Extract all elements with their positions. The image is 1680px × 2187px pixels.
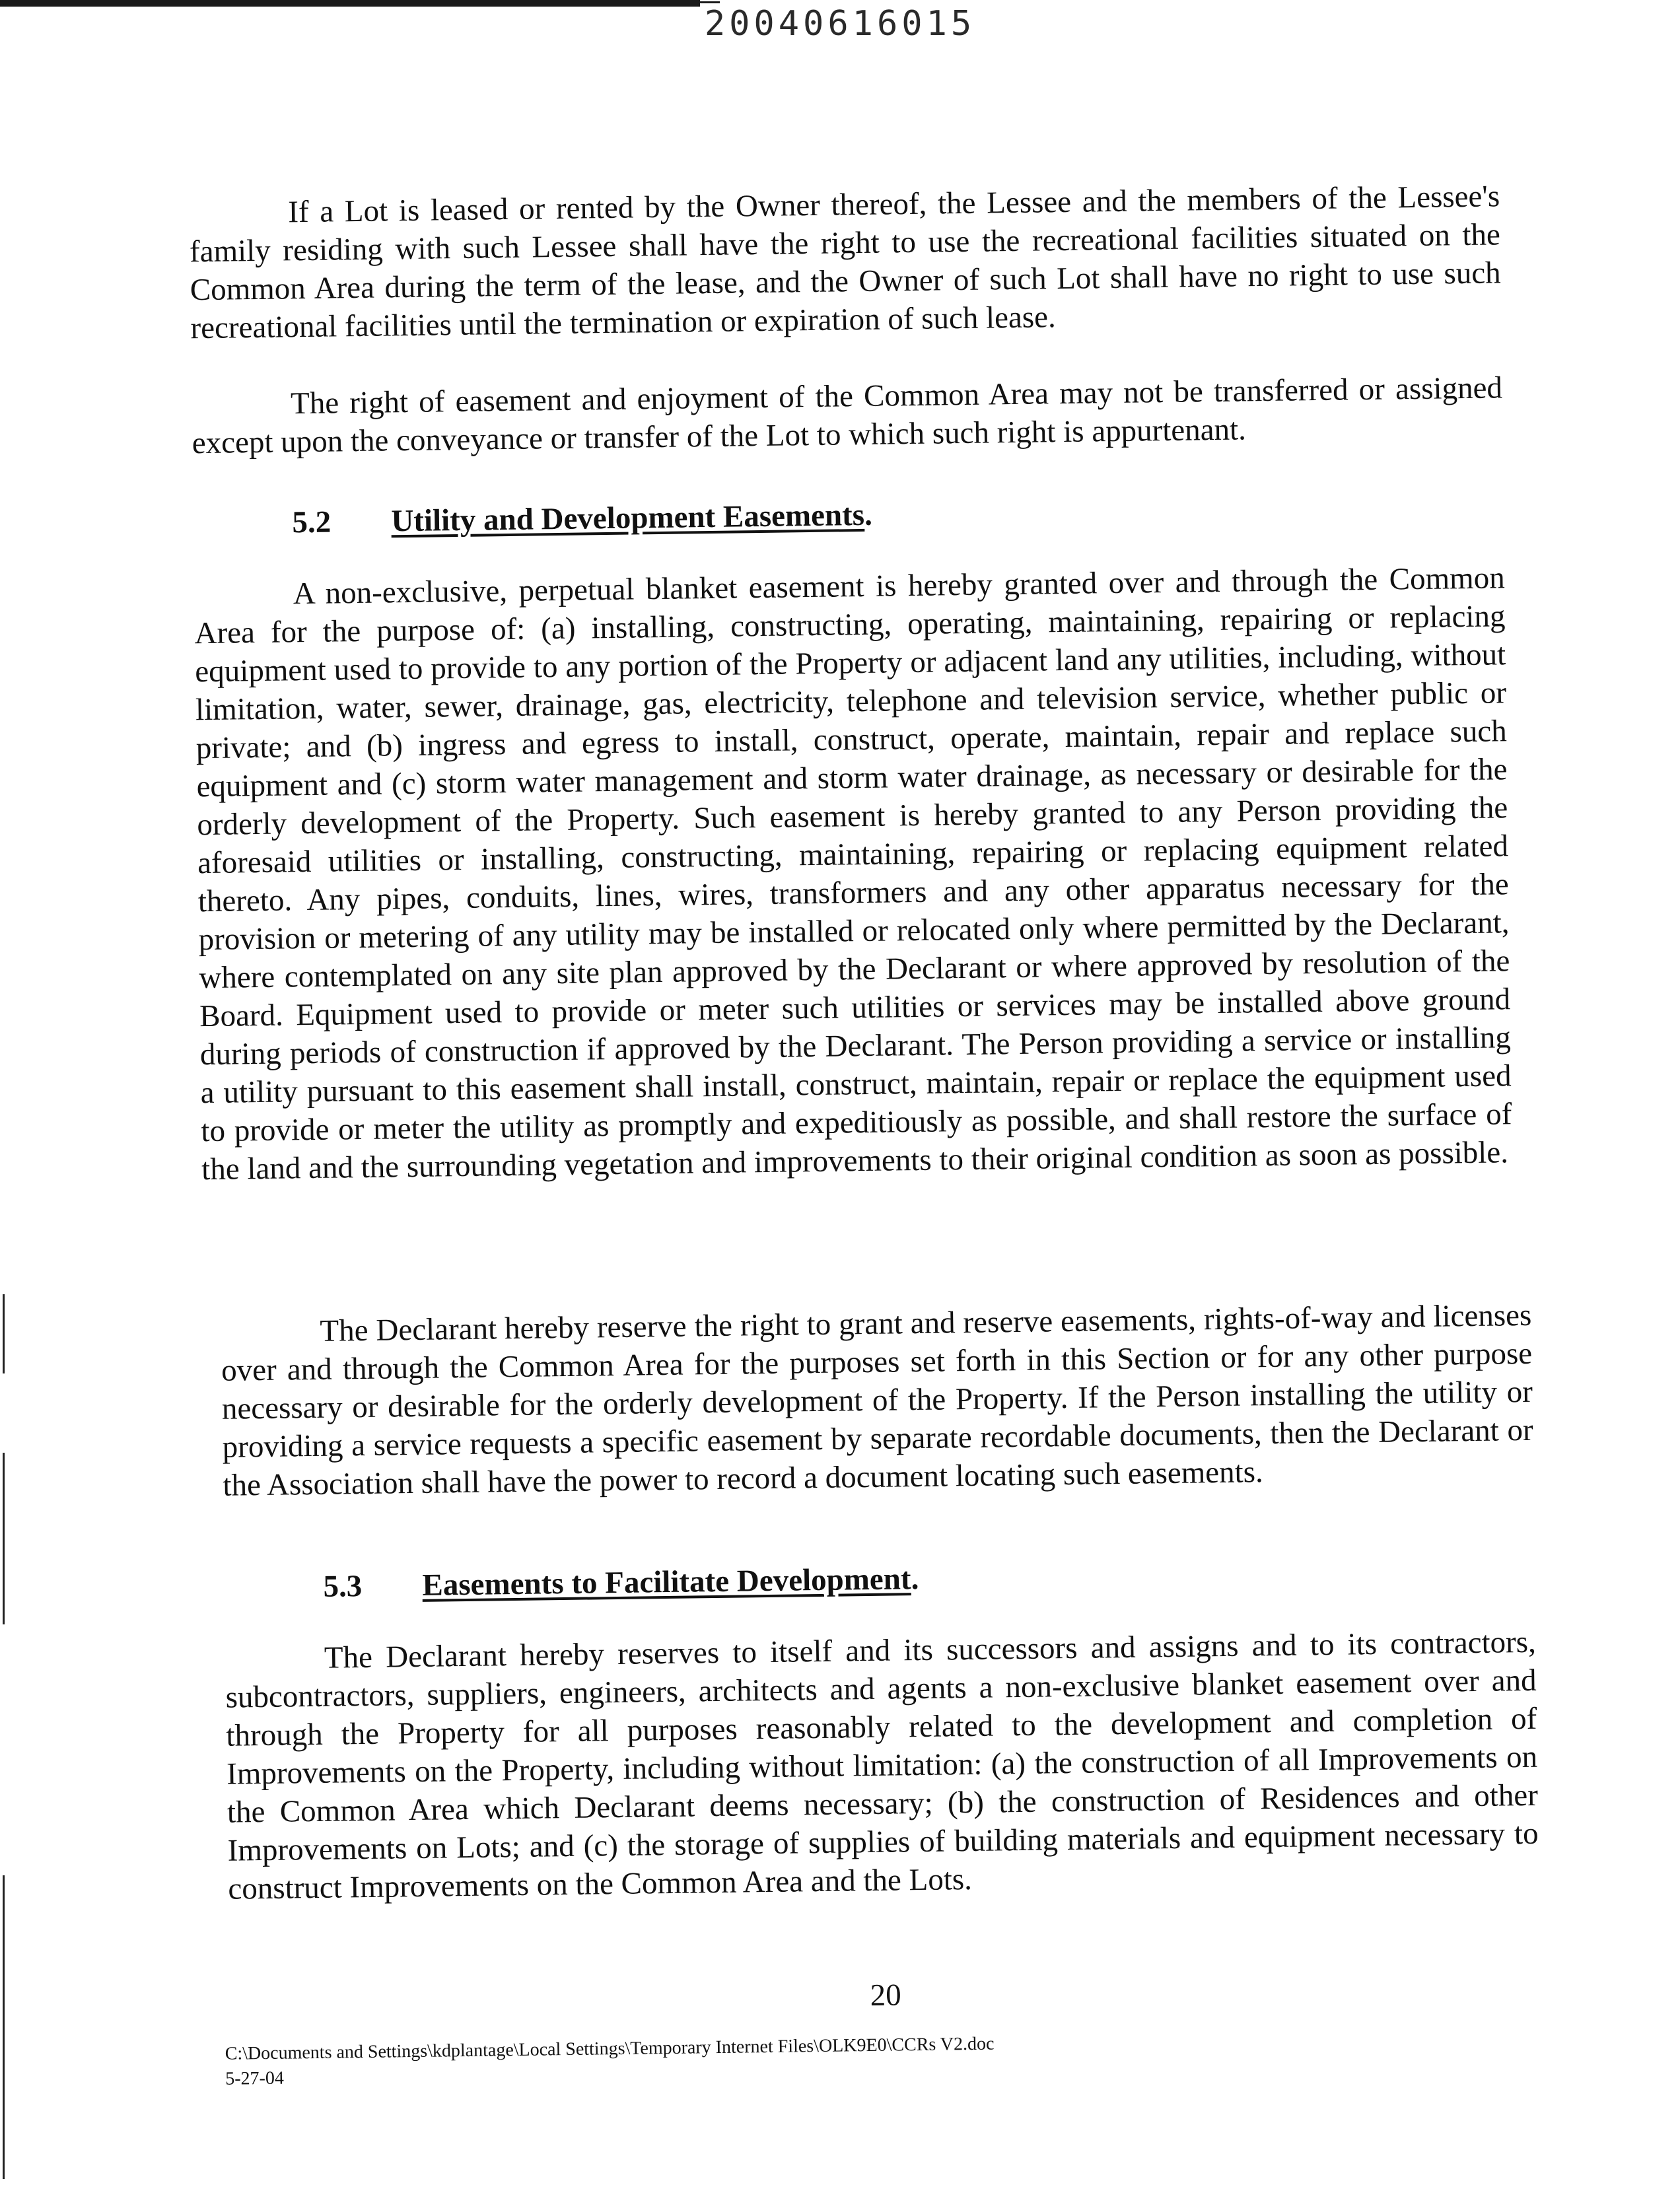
section-title: Easements to Facilitate Development <box>422 1562 911 1603</box>
section-title: Utility and Development Easements <box>391 497 865 539</box>
paragraph-declarant-rights: The Declarant hereby reserve the right to grant and reserve easements, rights-of-way and licenses over and through the Common Area for the purposes set forth in this Section or for any other purpose necessary or desirable for the orderly development of the Property. If the Person installing the utility or providing a service requests a specific easement by separate recordable documents, then the Declarant or the Association shall have the power to record a document locating such easements. <box>221 1298 1533 1503</box>
footer-file-path: C:\Documents and Settings\kdplantage\Local Settings\Temporary Internet Files\OLK9E0\CCRs V2.doc <box>225 2033 995 2064</box>
paragraph-development-easement: The Declarant hereby reserves to itself and its successors and assigns and to its contractors, subcontractors, suppliers, engineers, architects and agents a non-exclusive blanket easement over and through the Property for all purposes reasonably related to the development and completion of Improvements on the Property, including without limitation: (a) the construction of all Improvements on the Common Area which Declarant deems necessary; (b) the construction of Residences and other Improvements on Lots; and (c) the storage of supplies of building materials and equipment necessary to construct Improvements on the Common Area and the Lots. <box>225 1624 1539 1906</box>
page-number: 20 <box>870 1978 902 2013</box>
section-5-3-heading <box>323 1560 919 1606</box>
paragraph-utility-easement: A non-exclusive, perpetual blanket easement is hereby granted over and through the Common Area for the purpose of: (a) installing, constructing, operating, maintaining, repairing or replacing equipment used to provide to any portion of the Property or adjacent land any utilities, including, without limitation, water, sewer, drainage, gas, electricity, telephone and television service, whether public or private; and (b) ingress and egress to install, construct, operate, maintain, repair and replace such equipment and (c) storm water management and storm water drainage, as necessary or desirable for the orderly development of the Property. Such easement is hereby granted to any Person providing the aforesaid utilities or installing, constructing, maintaining, repairing or replacing equipment related thereto. Any pipes, conduits, lines, wires, transformers and any other apparatus necessary for the provision or metering of any utility may be installed or relocated only where permitted by the Declarant, where contemplated on any site plan approved by the Declarant or where approved by resolution of the Board. Equipment used to provide or meter such utilities or services may be installed above ground during periods of construction if approved by the Declarant. The Person providing a service or installing a utility pursuant to this easement shall install, construct, maintain, repair or replace the equipment used to provide or meter the utility as promptly and expeditiously as possible, and shall restore the surface of the land and the surrounding vegetation and improvements to their original condition as soon as possible. <box>194 561 1512 1187</box>
section-title-period: . <box>864 497 873 532</box>
document-number: 20040616015 <box>704 4 976 44</box>
scan-left-edge <box>3 1875 5 2179</box>
paragraph-lease: If a Lot is leased or rented by the Owner thereof, the Lessee and the members of the Lessee's family residing with such Lessee shall have the right to use the recreational facilities situated on the Common Area during the term of the lease, and the Owner of such Lot shall have no right to use such recreational facilities until the termination or expiration of such lease. <box>189 179 1501 346</box>
section-number: 5.3 <box>323 1569 363 1604</box>
section-number: 5.2 <box>292 504 332 540</box>
scan-left-edge <box>3 1294 5 1373</box>
paragraph-transfer: The right of easement and enjoyment of the Common Area may not be transferred or assigned except upon the conveyance or transfer of the Lot to which such right is appurtenant. <box>192 370 1503 461</box>
section-5-2-heading <box>292 496 872 541</box>
scan-left-edge <box>3 1453 5 1624</box>
footer-date: 5-27-04 <box>225 2067 285 2089</box>
section-title-period: . <box>911 1561 919 1597</box>
